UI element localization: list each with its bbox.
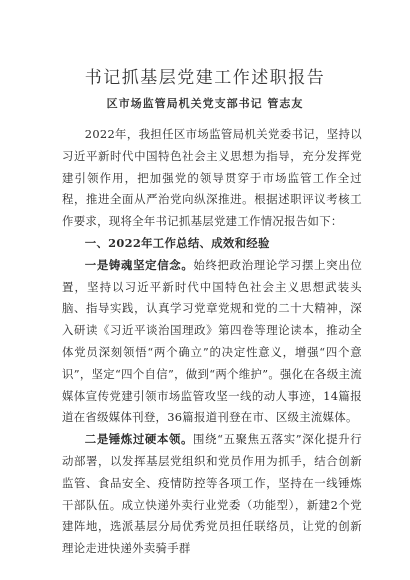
point-one-text: 始终把政治理论学习摆上突出位置，坚持以习近平新时代中国特色社会主义思想武装头脑、指导实践，认真学习党章党规和党的二十大精神，深入研读《习近平谈治国理政》第四卷等理论读本，推动全体党员深刻领悟“两个确立”的决定性意义，增强“四个意识”，坚定“四个自信”，做到“两个维护”。强化在各级主流媒体宣传党建引领市场监管攻坚一线的动人事迹，14篇报道在省级媒体刊登，36篇报道刊登在市、区级主流媒体。	[62, 257, 363, 425]
point-one-lead: 一是铸魂坚定信念。	[84, 257, 194, 272]
point-one-paragraph	[62, 255, 362, 429]
point-two-paragraph	[62, 429, 362, 560]
report-author-line: 区市场监管局机关党支部书记 管志友	[106, 97, 304, 110]
report-body	[62, 124, 362, 560]
point-two-lead: 二是锤炼过硬本领。	[84, 432, 194, 447]
point-two-text: 围绕“五聚焦五落实”深化提升行动部署，以发挥基层党组织和党员作用为抓手，结合创新监管、食品安全、疫情防控等各项工作，坚持在一线锤炼干部队伍。成立快递外卖行业党委（功能型），新建2个党建阵地，选派基层分局优秀党员担任联络员，让党的创新理论走进快递外卖骑手群	[62, 432, 362, 556]
intro-paragraph: 2022年，我担任区市场监管局机关党委书记，坚持以习近平新时代中国特色社会主义思想为指导，充分发挥党建引领作用，把加强党的领导贯穿于市场监管工作全过程，推进全面从严治党向纵深推进。根据述职评议考核工作要求，现将全年书记抓基层党建工作情况报告如下：	[62, 127, 362, 229]
section-heading: 一、2022年工作总结、成效和经验	[84, 235, 270, 250]
report-title: 书记抓基层党建工作述职报告	[84, 68, 326, 88]
